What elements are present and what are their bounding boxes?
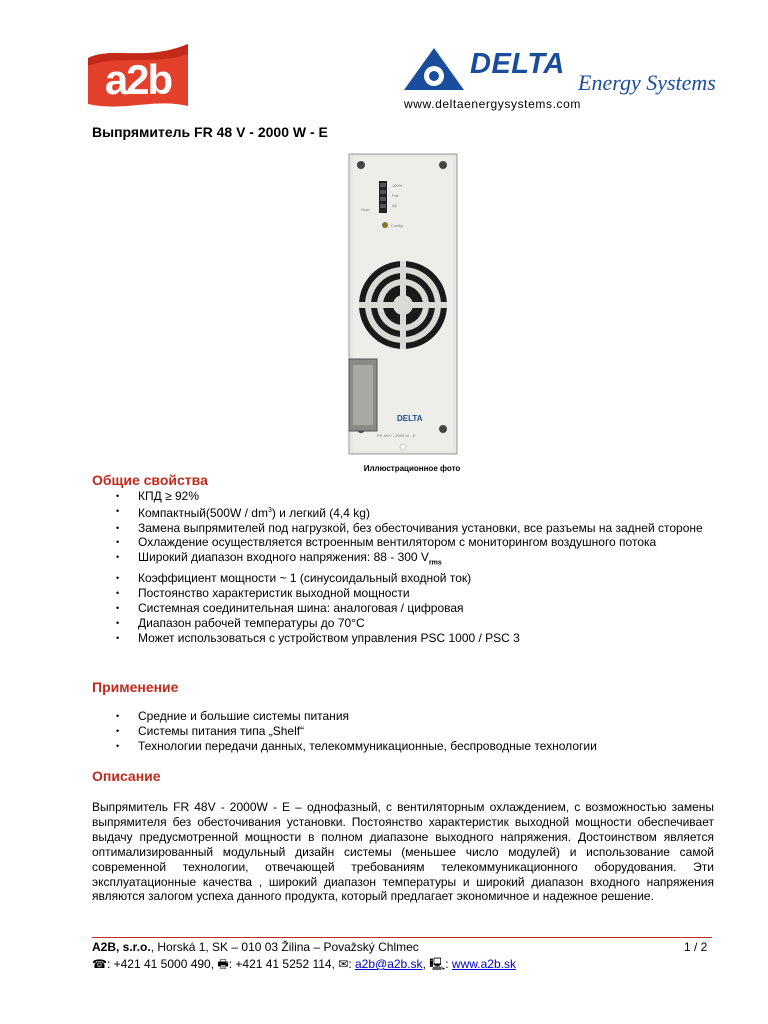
list-item: • Широкий диапазон входного напряжения: 88 - 300 $V_{rms}$ (92, 550, 712, 571)
a2b-logo-text: a2b (104, 56, 172, 103)
website-link[interactable]: www.a2b.sk (451, 957, 516, 971)
envelope-icon: ✉ (338, 957, 349, 971)
footer-divider (92, 937, 712, 938)
description-text: Выпрямитель FR 48V - 2000W - E – однофазный, с вентиляторным охлаждением, с возможностью замены выпрямителя без обесточивания установки. Постоянство характеристик выходной мощности обеспечивает выдачу предусмотренной мощности в полном диапазоне выходного напряжения. Достоинством является оптимализированный модульный дизайн системы (меньшее число модулей) и использование самой современной технологии, отвечающей требованиям телекоммуникационного оборудования. Эти эксплуатационные качества , широкий диапазон температуры и широкий диапазон входного напряжения являются залогом успеха данного продукта, который предлагает экономичное и надежное решение. (92, 800, 714, 904)
led-label-com: Com (361, 207, 370, 212)
list-item: • Может использоваться с устройством управления PSC 1000 / PSC 3 (92, 631, 712, 646)
page-number: 1 / 2 (684, 940, 708, 954)
delta-triangle-icon (402, 46, 466, 92)
led-label-100: 100% (392, 183, 403, 188)
led-label-alt: Alt (392, 203, 397, 208)
a2b-logo (84, 40, 192, 112)
list-item: • Системная соединительная шина: аналоговая / цифровая (92, 601, 712, 616)
list-item: • Замена выпрямителей под нагрузкой, без обесточивания установки, все разъемы на задней стороне (92, 521, 712, 536)
features-list (92, 489, 712, 645)
list-item: • Коэффициент мощности ~ 1 (синусоидальный входной ток) (92, 571, 712, 586)
photo-caption: Иллюстрационное фото (363, 464, 461, 473)
list-item: • Компактный(500W / $dm^3$) и легкий (4,4 kg) (92, 504, 712, 521)
delta-url: www.deltaenergysystems.com (404, 97, 581, 111)
delta-brand: DELTA (470, 48, 565, 80)
list-item: • Системы питания типа „Shelf“ (92, 724, 712, 739)
list-item: • Постоянство характеристик выходной мощности (92, 586, 712, 601)
delta-tagline: Energy Systems (578, 70, 716, 95)
list-item: • Диапазон рабочей температуры до 70°C (92, 616, 712, 631)
list-item: • Технологии передачи данных, телекоммуникационные, беспроводные технологии (92, 739, 712, 754)
email-link[interactable]: a2b@a2b.sk (355, 957, 423, 971)
footer-contacts: ☎: +421 41 5000 490, 🖶: +421 41 5252 114, ✉: a2b@a2b.sk, 🖳: www.a2b.sk (92, 957, 516, 971)
company-name: A2B, s.r.o. (92, 940, 151, 954)
list-item: • Охлаждение осуществляется встроенным вентилятором с мониторингом воздушного потока (92, 535, 712, 550)
applications-list (92, 709, 712, 753)
panel-model: FR 48 V - 2000 W - E (377, 433, 416, 438)
phone-icon: ☎ (92, 957, 107, 971)
panel-brand: DELTA (397, 414, 423, 423)
led-label-config: Config (391, 223, 403, 228)
led-label-fail: Fail (392, 193, 399, 198)
rectifier-photo (347, 153, 459, 456)
fax-icon: 🖶 (217, 957, 229, 971)
applications-heading: Применение (92, 679, 179, 695)
list-item: • КПД ≥ 92% (92, 489, 712, 504)
footer-address: A2B, s.r.o., Horská 1, SK – 010 03 Žilina – Považský Chlmec (92, 940, 419, 954)
list-item: • Средние и большие системы питания (92, 709, 712, 724)
page-title: Выпрямитель FR 48 V - 2000 W - E (92, 124, 328, 140)
computer-icon: 🖳 (429, 957, 446, 971)
description-heading: Описание (92, 768, 161, 784)
features-heading: Общие свойства (92, 472, 208, 488)
